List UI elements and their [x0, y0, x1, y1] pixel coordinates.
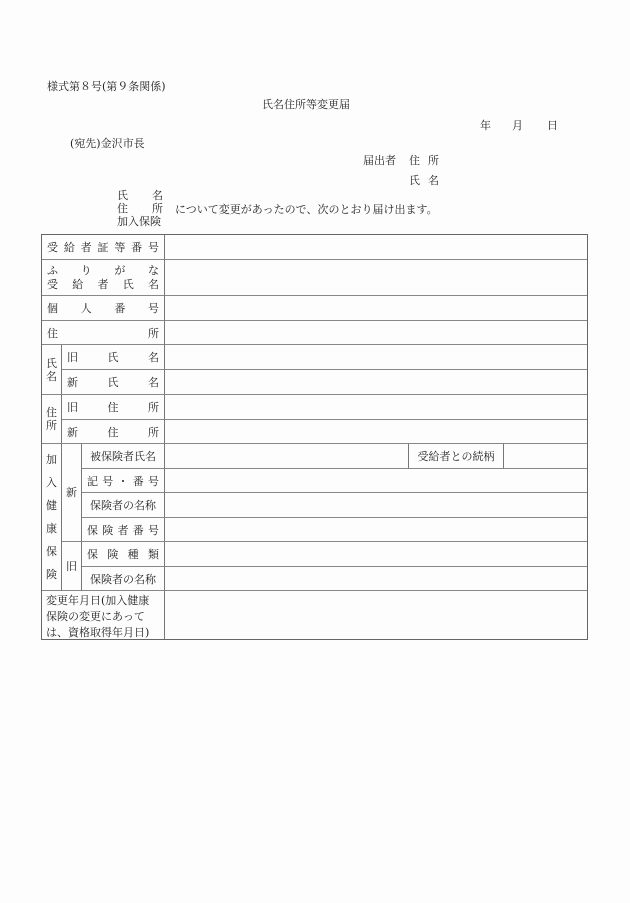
insurance-type-field[interactable] [165, 542, 587, 567]
label-symbol-number: 記 号 ・ 番 号 [82, 469, 165, 493]
insured-name-field[interactable] [165, 444, 409, 469]
applicant-address-label: 住所 [409, 154, 447, 167]
label-new-name: 新 氏 名 [62, 370, 165, 395]
personal-no-field[interactable] [165, 296, 587, 321]
old-address-field[interactable] [165, 395, 587, 420]
date-month-label: 月 [512, 119, 523, 132]
label-address: 住 所 [42, 321, 165, 345]
label-relationship: 受給者との続柄 [409, 444, 504, 469]
label-insured-name: 被保険者氏名 [82, 444, 165, 469]
change-form-table [41, 234, 588, 640]
label-old-insurance: 旧 [62, 542, 82, 591]
address-field[interactable] [165, 321, 587, 345]
label-recipient-name: ふ り が な 受 給 者 氏 名 [42, 260, 165, 296]
label-change-date: 変更年月日(加入健康保険の変更にあっては、資格取得年月日) [42, 591, 165, 639]
applicant-label: 届出者 [363, 154, 396, 167]
label-address-group: 住 所 [42, 395, 62, 444]
label-insurer-number: 保 険 者 番 号 [82, 518, 165, 542]
insurer-name-old-field[interactable] [165, 567, 587, 591]
document-title: 氏名住所等変更届 [262, 98, 350, 111]
label-new-address: 新 住 所 [62, 420, 165, 444]
label-insurance-type: 保 険 種 類 [82, 542, 165, 567]
insurer-number-field[interactable] [165, 518, 587, 542]
new-name-field[interactable] [165, 370, 587, 395]
label-insurer-name-new: 保険者の名称 [82, 493, 165, 518]
applicant-name-label: 氏名 [409, 174, 447, 187]
symbol-number-field[interactable] [165, 469, 587, 493]
date-year-label: 年 [480, 119, 491, 132]
label-recipient-cert-no: 受 給 者 証 等 番 号 [42, 235, 165, 260]
recipient-cert-no-field[interactable] [165, 235, 587, 260]
date-day-label: 日 [547, 119, 558, 132]
label-insurance-group: 加 入 健 康 保 険 [42, 444, 62, 591]
change-item-insurance: 加入保険 [117, 215, 161, 228]
change-items-list [117, 189, 163, 228]
label-old-address: 旧 住 所 [62, 395, 165, 420]
change-statement: について変更があったので、次のとおり届け出ます。 [175, 203, 438, 216]
relationship-field[interactable] [504, 444, 587, 469]
change-item-name: 氏 名 [117, 189, 163, 202]
label-name-group: 氏 名 [42, 345, 62, 395]
old-name-field[interactable] [165, 345, 587, 370]
change-date-field[interactable] [165, 591, 587, 639]
label-insurer-name-old: 保険者の名称 [82, 567, 165, 591]
new-address-field[interactable] [165, 420, 587, 444]
label-personal-no: 個 人 番 号 [42, 296, 165, 321]
label-new-insurance: 新 [62, 444, 82, 542]
addressee: (宛先)金沢市長 [70, 137, 145, 150]
insurer-name-new-field[interactable] [165, 493, 587, 518]
recipient-name-field[interactable] [165, 260, 587, 296]
label-old-name: 旧 氏 名 [62, 345, 165, 370]
form-number: 様式第８号(第９条関係) [47, 80, 166, 93]
change-item-address: 住 所 [117, 202, 163, 215]
